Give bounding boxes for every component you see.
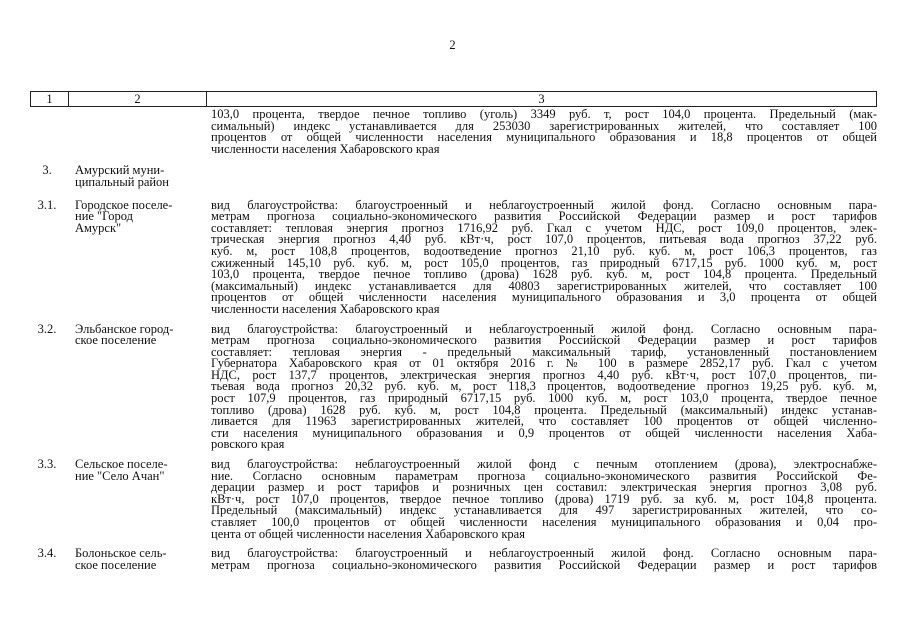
row-description-line: вид благоустройства: благоустроенный и неблагоустроенный жилой фонд. Согласно основным пара- (211, 197, 877, 212)
row-description (206, 197, 877, 316)
row-name-line: ское поселение (75, 333, 157, 348)
row-description-line: ставляет 100,0 процентов от общей численности населения муниципального образования и 0,04 про- (211, 515, 877, 529)
table-row (30, 197, 877, 316)
row-description-line: составляет: тепловая энергия - предельный максимальный тариф, установленный постановлением (211, 344, 877, 359)
row-description-line: ливается для 11963 зарегистрированных жителей, что составляет 100 процентов от общей численно- (211, 414, 877, 429)
row-description-line: численности населения Хабаровского края (211, 301, 440, 316)
row-number: 3. (42, 163, 52, 178)
row-description-line: Губернатора Хабаровского края от 01 октября 2016 г. № 100 в размере 2852,17 руб. Гкал с учетом (211, 356, 877, 371)
row-description-line: ровского края (211, 437, 285, 452)
row-description-line: тьевая вода прогноз 20,32 руб. куб. м, рост 118,3 процентов, водоотведение прогноз 19,25 руб. куб. м, (211, 379, 877, 394)
header-col-2: 2 (69, 92, 207, 106)
row-name-line: ципальный район (75, 174, 169, 189)
row-name (68, 165, 206, 188)
row-name-line: ние "Село Ачан" (75, 468, 165, 483)
row-description (206, 459, 877, 540)
row-number: 3.4. (37, 546, 57, 561)
row-name-line: ское поселение (75, 557, 157, 572)
row-name (68, 109, 206, 155)
row-description-line: метрам прогноза социально-экономического развития Российской Федерации размер и рост тарифов (211, 557, 877, 572)
table-row (30, 109, 877, 155)
page-number: 2 (449, 38, 456, 52)
row-name-line: Городское поселе- (75, 197, 173, 212)
row-name (68, 459, 206, 540)
row-description-line: кВт·ч, рост 107,0 процентов, твердое печное топливо (дрова) 1719 руб. за куб. м, рост 104,8 процента. (211, 491, 877, 506)
row-description-line: вид благоустройства: благоустроенный и неблагоустроенный жилой фонд. Согласно основным пара- (211, 321, 877, 336)
row-description-line: составляет: тепловая энергия прогноз 1716,92 руб. Гкал с учетом НДС, рост 109,0 процентов, элек- (211, 220, 877, 235)
table-row (30, 321, 877, 452)
row-description-line: процентов от общей численности населения муниципального образования и 18,8 процентов от общей (211, 130, 877, 145)
row-description-line: симальный) индекс устанавливается для 253030 зарегистрированных жителей, что составляет 100 (211, 118, 877, 133)
row-description-line: вид благоустройства: неблагоустроенный жилой фонд с печным отоплением (дрова), электроснабже- (211, 457, 877, 472)
row-name-line: Сельское поселе- (75, 457, 168, 472)
row-description-line: куб. м, рост 108,8 процентов, водоотведение прогноз 21,10 руб. куб. м, рост 106,3 процентов, газ (211, 243, 877, 258)
table-body (30, 109, 877, 579)
row-description-line: рост 107,9 процентов, газ природный 6717,15 руб. 1000 куб. м, рост 103,0 процента, твердое печное (211, 391, 877, 406)
header-col-1: 1 (31, 92, 69, 106)
table-row (30, 459, 877, 540)
row-description-line: 103,0 процента, твердое печное топливо (уголь) 3349 руб. т, рост 104,0 процента. Предельный (мак- (211, 107, 877, 121)
row-description-line: сжиженный 145,10 руб. куб. м, рост 105,0 процентов, газ природный 6717,15 руб. 1000 куб. м, рост (211, 255, 877, 270)
row-number: 3.3. (37, 457, 57, 472)
table-row (30, 548, 877, 571)
row-description (206, 109, 877, 155)
row-name-line: Амурск" (75, 220, 122, 235)
row-description (206, 548, 877, 571)
row-number: 3.1. (37, 197, 57, 212)
row-number: 3.2. (37, 321, 57, 336)
row-description (206, 321, 877, 452)
header-col-3: 3 (538, 92, 545, 106)
row-description-line: топливо (дрова) 1628 руб. куб. м, рост 104,8 процента. Предельный (максимальный) индекс устанав- (211, 402, 877, 417)
row-description-line: (максимальный) индекс устанавливается для 40803 зарегистрированных жителей, что составляет 100 (211, 278, 877, 293)
row-description-line: НДС, рост 137,7 процентов, электрическая энергия прогноз 4,40 руб. кВт·ч, рост 107,0 процентов, пи- (211, 367, 877, 382)
row-description-line: численности населения Хабаровского края (211, 141, 440, 156)
table-header (30, 91, 877, 107)
table-row (30, 165, 877, 188)
row-description-line: Предельный (максимальный) индекс устанавливается для 497 зарегистрированных жителей, что со- (211, 503, 877, 518)
row-description-line: трическая энергия прогноз 4,40 руб. кВт·ч, рост 107,0 процентов, питьевая вода прогноз 37,22 руб. (211, 232, 877, 247)
row-description (206, 165, 877, 188)
row-name-line: Болоньское сель- (75, 546, 167, 561)
row-description-line: дерации размер и рост тарифов и розничных цен составил: электрическая энергия прогноз 3,08 руб. (211, 480, 877, 495)
row-name (68, 548, 206, 571)
row-name-line: Эльбанское город- (75, 321, 174, 336)
row-name (68, 321, 206, 452)
row-number (30, 109, 68, 155)
row-description-line: процентов от общей численности населения муниципального образования и 3,0 процента от общей (211, 290, 877, 305)
row-name (68, 197, 206, 316)
row-description-line: 103,0 процента, твердое печное топливо (дрова) 1628 руб. куб. м, рост 104,8 процента. Предельный (211, 267, 877, 282)
row-description-line: метрам прогноза социально-экономического развития Российской Федерации размер и рост тарифов (211, 209, 877, 224)
row-description-line: ние. Согласно основным параметрам прогноза социально-экономического развития Российской Фе- (211, 468, 877, 483)
row-name-line: ние "Город (75, 209, 134, 224)
row-description-line: метрам прогноза социально-экономического развития Российской Федерации размер и рост тарифов (211, 333, 877, 348)
row-description-line: цента от общей численности населения Хабаровского края (211, 526, 525, 541)
row-description-line: сти населения муниципального образования и 0,9 процентов от общей численности населения Хаба- (211, 425, 877, 440)
row-name-line: Амурский муни- (75, 163, 165, 178)
row-description-line: вид благоустройства: благоустроенный и неблагоустроенный жилой фонд. Согласно основным пара- (211, 546, 877, 561)
